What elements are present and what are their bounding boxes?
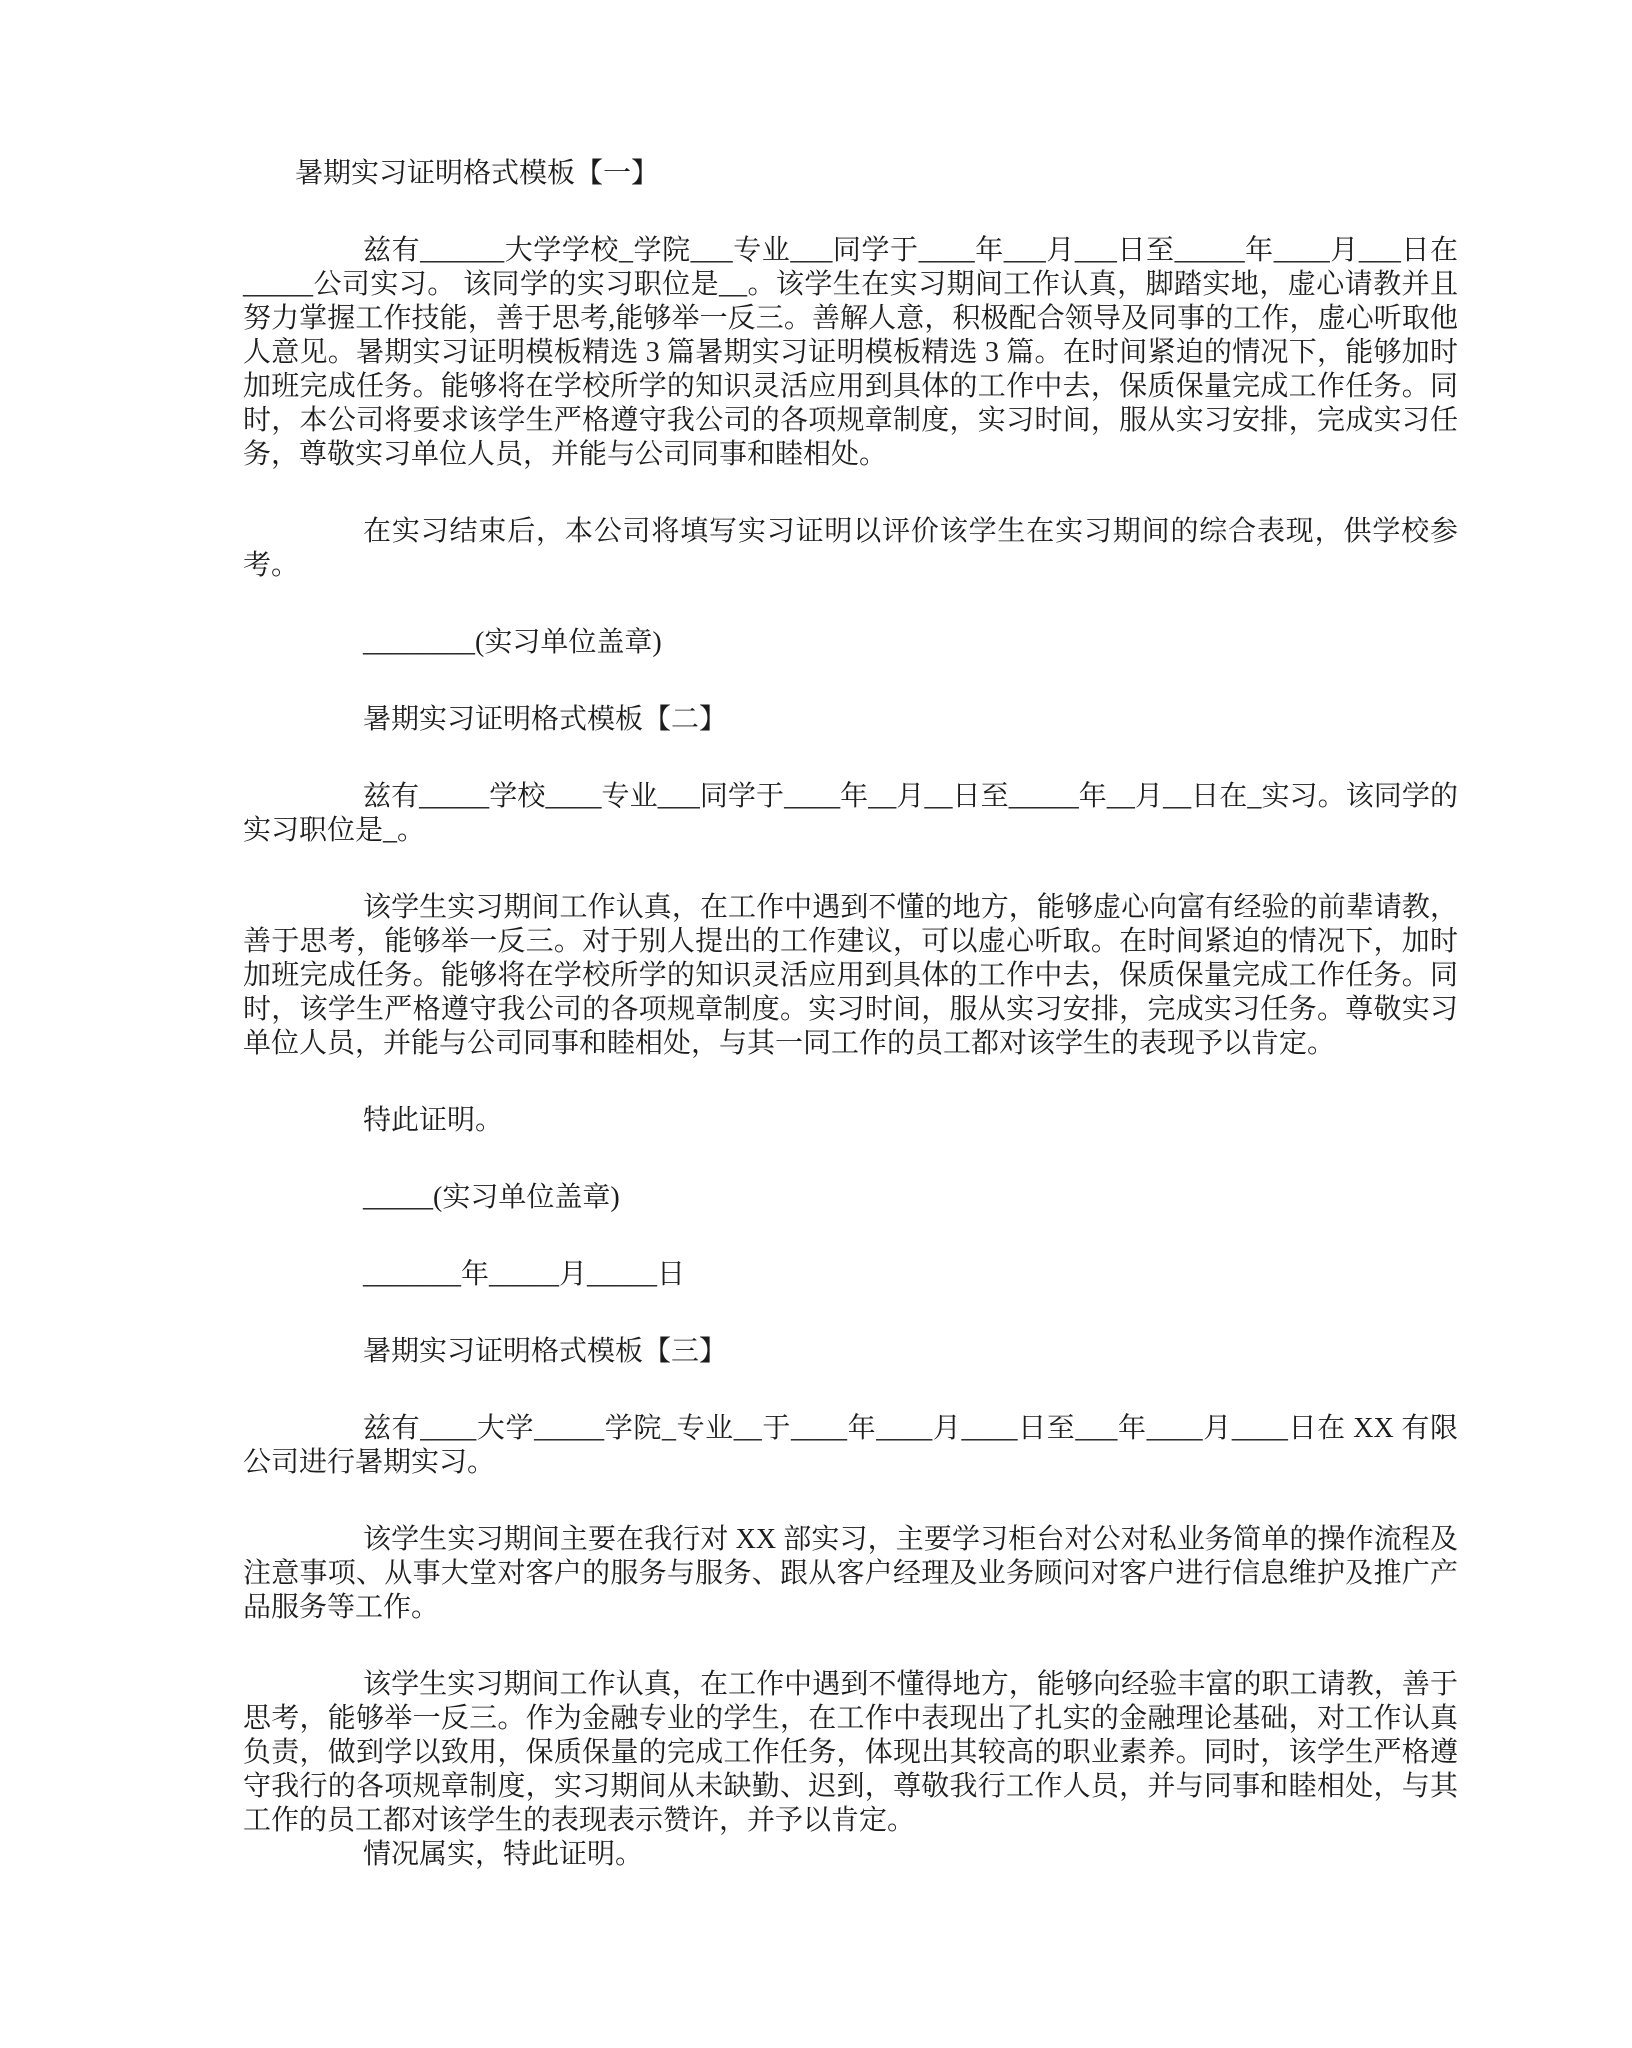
paragraph: 在实习结束后，本公司将填写实习证明以评价该学生在实习期间的综合表现，供学校参考。: [243, 516, 1458, 581]
paragraph: _______年_____月_____日: [363, 1259, 686, 1290]
paragraph: 特此证明。: [363, 1105, 504, 1136]
paragraph: 兹有____大学_____学院_专业__于____年____月____日至___年____月____日在 XX 有限公司进行暑期实习。: [243, 1413, 1458, 1478]
paragraph: 兹有_____学校____专业___同学于____年__月__日至_____年__月__日在_实习。该同学的实习职位是_。: [243, 781, 1458, 846]
paragraph: 该学生实习期间工作认真，在工作中遇到不懂得地方，能够向经验丰富的职工请教，善于思考，能够举一反三。作为金融专业的学生，在工作中表现出了扎实的金融理论基础，对工作认真负责，做到学以致用，保质保量的完成工作任务，体现出其较高的职业素养。同时，该学生严格遵守我行的各项规章制度，实习期间从未缺勤、迟到，尊敬我行工作人员，并与同事和睦相处，与其工作的员工都对该学生的表现表示赞许，并予以肯定。: [243, 1669, 1458, 1836]
section-heading: 暑期实习证明格式模板【二】: [363, 704, 728, 735]
paragraph: 兹有______大学学校_学院___专业___同学于____年___月___日至_____年____月___日在 _____公司实习。 该同学的实习职位是__。该学生在实习期间工作认真，脚踏实地，虚心请教并且努力掌握工作技能，善于思考,能够举一反三。善解人意，积极配合领导及同事的工作，虚心听取他人意见。暑期实习证明模板精选 3 篇暑期实习证明模板精选 3 篇。在时间紧迫的情况下，能够加时加班完成任务。能够将在学校所学的知识灵活应用到具体的工作中去，保质保量完成工作任务。同时，本公司将要求该学生严格遵守我公司的各项规章制度，实习时间，服从实习安排，完成实习任务，尊敬实习单位人员，并能与公司同事和睦相处。: [243, 235, 1458, 470]
paragraph: 情况属实，特此证明。: [363, 1839, 644, 1870]
paragraph: _____(实习单位盖章): [363, 1182, 620, 1213]
document-body: [243, 157, 1458, 1915]
section-heading: 暑期实习证明格式模板【三】: [363, 1336, 728, 1367]
paragraph: 该学生实习期间主要在我行对 XX 部实习，主要学习柜台对公对私业务简单的操作流程及注意事项、从事大堂对客户的服务与服务、跟从客户经理及业务顾问对客户进行信息维护及推广产品服务等工作。: [243, 1524, 1458, 1623]
paragraph: ________(实习单位盖章): [363, 627, 662, 658]
paragraph: 该学生实习期间工作认真，在工作中遇到不懂的地方，能够虚心向富有经验的前辈请教，善于思考，能够举一反三。对于别人提出的工作建议，可以虚心听取。在时间紧迫的情况下，加时加班完成任务。能够将在学校所学的知识灵活应用到具体的工作中去，保质保量完成工作任务。同时，该学生严格遵守我公司的各项规章制度。实习时间，服从实习安排，完成实习任务。尊敬实习单位人员，并能与公司同事和睦相处，与其一同工作的员工都对该学生的表现予以肯定。: [243, 892, 1458, 1059]
section-heading: 暑期实习证明格式模板【一】: [295, 158, 660, 189]
